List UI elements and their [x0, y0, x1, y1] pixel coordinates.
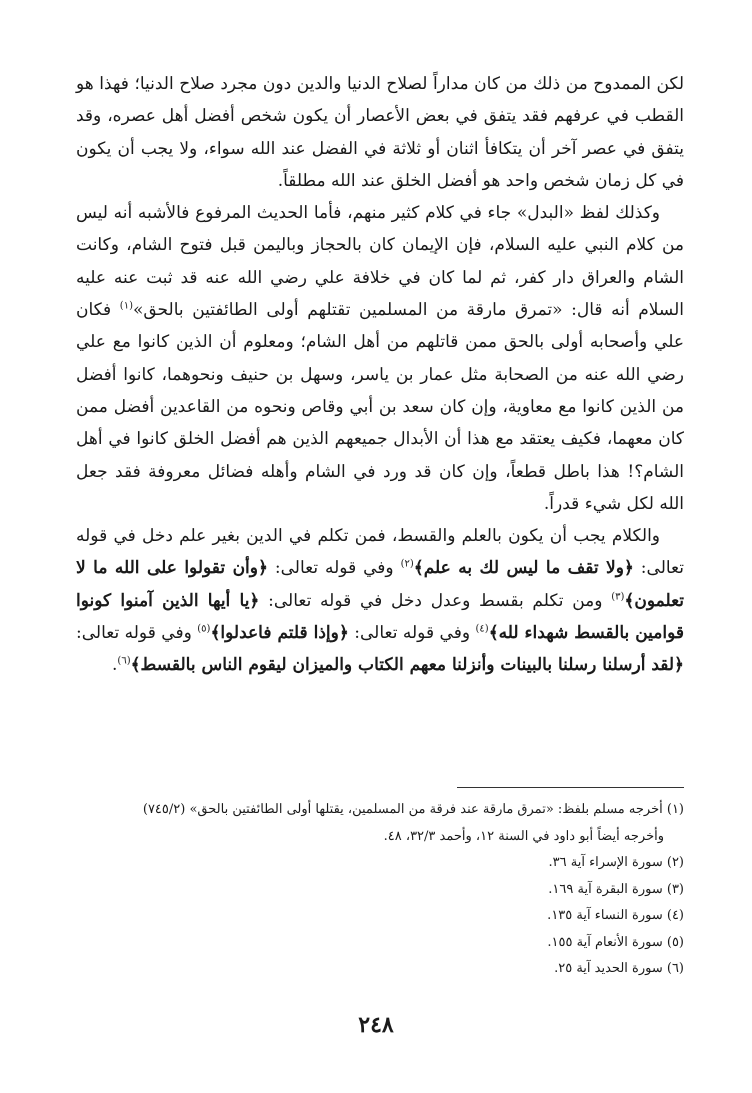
page-number: ٢٤٨ — [358, 1012, 394, 1038]
quran-quote: ﴿وإذا قلتم فاعدلوا﴾ — [210, 623, 349, 644]
footnote-ref: (٣) — [611, 591, 625, 603]
text-run: وكذلك لفظ «البدل» جاء في كلام كثير منهم، فأما الحديث المرفوع فالأشبه أنه ليس من كلام النبي عليه السلام، فإن الإيمان كان بالحجاز وباليمن قبل فتوح الشام، وكانت الشام والعراق دار كفر، ثم لما كان في خلافة علي رضي الله عنه قد ثبت عنه عليه السلام أنه قال: «تمرق مارقة من المسلمين تقتلهم أولى الطائفتين بالحق» — [76, 203, 684, 321]
text-run: فكان علي وأصحابه أولى بالحق ممن قاتلهم من أهل الشام؛ ومعلوم أن الذين كانوا مع علي رضي الله عنه من الصحابة مثل عمار بن ياسر، وسهل بن حنيف ونحوهما، كانوا أفضل من الذين كانوا مع معاوية، وإن كان سعد بن أبي وقاص ونحوه من القاعدين أفضل ممن كان معهما، فكيف يعتقد مع هذا أن الأبدال جميعهم الذين هم أفضل الخلق كانوا في أهل الشام؟! هذا باطل قطعاً، وإن كان قد ورد في الشام وأهله فضائل معروفة فقد جعل الله لكل شيء قدراً. — [76, 300, 684, 514]
text-run: لكن الممدوح من ذلك من كان مداراً لصلاح الدنيا والدين دون مجرد صلاح الدنيا؛ فهذا هو القطب في عرفهم فقد يتفق في بعض الأعصار أن يكون شخص أفضل أهل عصره، وقد يتفق في عصر آخر أن يتكافأ اثنان أو ثلاثة في الفضل عند الله سواء، ولا يجب أن يكون في كل زمان شخص واحد هو أفضل الخلق عند الله مطلقاً. — [76, 74, 684, 191]
footnote-ref: (٥) — [197, 623, 211, 635]
footnotes — [76, 797, 684, 983]
text-run: والكلام يجب أن يكون بالعلم والقسط، فمن تكلم في الدين بغير علم دخل في قوله تعالى: — [76, 526, 684, 579]
footnote: (٢) سورة الإسراء آية ٣٦. — [548, 855, 684, 870]
main-text — [76, 68, 684, 682]
footnote: (٦) سورة الحديد آية ٢٥. — [554, 961, 684, 976]
quran-quote: ﴿وأن تقولوا على الله ما لا تعلمون﴾ — [76, 558, 685, 611]
text-run: وفي قوله تعالى: — [348, 623, 476, 644]
footnote-separator — [457, 787, 684, 788]
paragraph — [76, 197, 684, 520]
quran-quote: ﴿لقد أرسلنا رسلنا بالبينات وأنزلنا معهم الكتاب والميزان ليقوم الناس بالقسط﴾ — [130, 655, 684, 676]
footnote-ref: (٢) — [400, 558, 414, 570]
quran-quote: ﴿ولا تقف ما ليس لك به علم﴾ — [413, 558, 634, 579]
footnote: (٥) سورة الأنعام آية ١٥٥. — [547, 934, 684, 950]
text-run: ومن تكلم بقسط وعدل دخل في قوله تعالى: — [259, 590, 612, 611]
footnote: (٤) سورة النساء آية ١٣٥. — [547, 908, 684, 923]
footnote: وأخرجه أيضاً أبو داود في السنة ١٢، وأحمد ٣٢/٣، ٤٨. — [383, 828, 664, 844]
footnote: (١) أخرجه مسلم بلفظ: «تمرق مارقة عند فرقة من المسلمين، يقتلها أولى الطائفتين بالحق» (٧٤٥/٢) — [142, 802, 684, 817]
footnote-ref: (١) — [119, 300, 133, 312]
footnote-ref: (٤) — [475, 623, 489, 635]
paragraph — [76, 68, 684, 197]
footnote: (٣) سورة البقرة آية ١٦٩. — [548, 881, 684, 897]
footnote-ref: (٦) — [117, 655, 131, 667]
text-run: وفي قوله تعالى: — [76, 623, 198, 644]
quran-quote: ﴿يا أيها الذين آمنوا كونوا قوامين بالقسط شهداء لله﴾ — [76, 590, 685, 644]
text-run: وفي قوله تعالى: — [267, 558, 401, 579]
text-run: . — [112, 655, 118, 676]
paragraph — [76, 520, 684, 681]
